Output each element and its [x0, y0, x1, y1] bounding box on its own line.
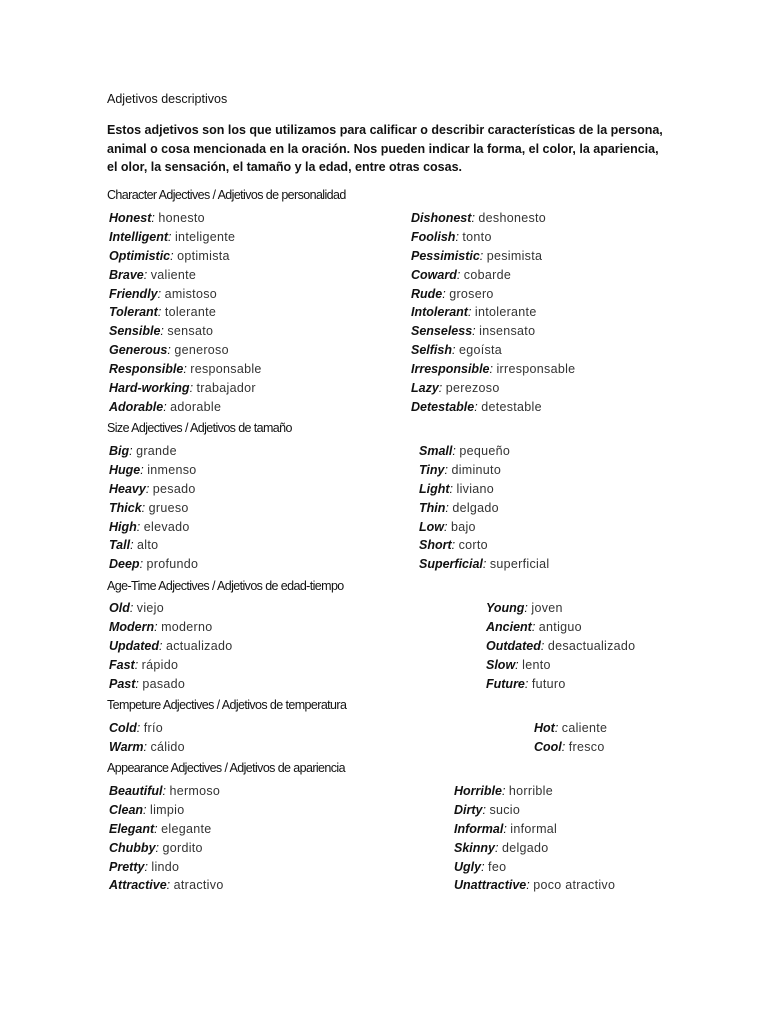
spanish-translation: fresco — [568, 739, 605, 754]
adjective-row — [411, 341, 575, 360]
separator: : — [479, 248, 487, 263]
adjective-row — [454, 820, 615, 839]
separator: : — [155, 840, 163, 855]
separator: : — [140, 462, 148, 477]
separator: : — [444, 462, 452, 477]
adjective-row — [534, 719, 607, 738]
english-adjective: Informal — [454, 821, 504, 836]
spanish-translation: pesado — [152, 481, 196, 496]
separator: : — [160, 324, 168, 339]
adjective-row — [454, 858, 615, 877]
adjective-row — [109, 675, 233, 694]
spanish-translation: cobarde — [463, 267, 512, 282]
spanish-translation: intolerante — [474, 305, 537, 320]
separator: : — [471, 211, 479, 225]
separator: : — [159, 638, 166, 653]
separator: : — [151, 211, 159, 225]
spanish-translation: delgado — [452, 500, 499, 515]
spanish-translation: futuro — [531, 676, 566, 691]
spanish-translation: responsable — [190, 362, 262, 377]
spanish-translation: generoso — [174, 343, 229, 358]
separator: : — [503, 821, 511, 836]
spanish-translation: frío — [143, 721, 163, 735]
right-column — [454, 782, 615, 895]
adjective-row — [109, 266, 262, 285]
english-adjective: Optimistic — [109, 248, 171, 263]
english-adjective: Horrible — [454, 784, 502, 798]
english-adjective: Modern — [109, 619, 155, 634]
spanish-translation: cálido — [150, 739, 185, 754]
spanish-translation: inmenso — [147, 462, 197, 477]
spanish-translation: irresponsable — [496, 362, 576, 377]
spanish-translation: lindo — [151, 859, 180, 874]
spanish-translation: atractivo — [173, 878, 224, 893]
adjective-row — [486, 618, 635, 637]
english-adjective: Heavy — [109, 481, 146, 496]
separator: : — [501, 784, 509, 798]
english-adjective: Old — [109, 601, 130, 615]
english-adjective: Chubby — [109, 840, 156, 855]
spanish-translation: profundo — [146, 557, 199, 572]
english-adjective: Hard-working — [109, 381, 190, 396]
right-column — [534, 719, 607, 757]
spanish-translation: grueso — [148, 500, 189, 515]
spanish-translation: feo — [488, 859, 507, 874]
separator: : — [524, 601, 532, 615]
adjective-row — [419, 518, 549, 537]
separator: : — [442, 286, 450, 301]
english-adjective: Attractive — [109, 878, 167, 893]
separator: : — [489, 362, 497, 377]
adjective-row — [454, 839, 615, 858]
adjective-row — [109, 820, 224, 839]
separator: : — [515, 657, 523, 672]
english-adjective: Thin — [419, 500, 446, 515]
english-adjective: Honest — [109, 211, 152, 225]
adjective-row — [411, 266, 575, 285]
separator: : — [456, 267, 464, 282]
separator: : — [143, 267, 151, 282]
adjective-row — [109, 555, 198, 574]
english-adjective: Pretty — [109, 859, 145, 874]
english-adjective: High — [109, 519, 137, 534]
english-adjective: Lazy — [411, 381, 439, 396]
adjective-row — [109, 461, 198, 480]
spanish-translation: sucio — [489, 802, 521, 817]
adjective-row — [411, 379, 575, 398]
separator: : — [189, 381, 197, 396]
spanish-translation: pasado — [142, 676, 186, 691]
separator: : — [474, 399, 482, 414]
english-adjective: Future — [486, 676, 525, 691]
adjective-row — [419, 480, 549, 499]
spanish-translation: rápido — [141, 657, 179, 672]
right-column — [411, 209, 575, 417]
english-adjective: Adorable — [109, 399, 164, 414]
spanish-translation: adorable — [170, 399, 222, 414]
spanish-translation: horrible — [508, 784, 553, 798]
english-adjective: Brave — [109, 267, 144, 282]
separator: : — [143, 802, 150, 817]
spanish-translation: inteligente — [174, 229, 236, 244]
spanish-translation: liviano — [456, 481, 495, 496]
separator: : — [452, 343, 459, 358]
adjective-row — [109, 322, 262, 341]
spanish-translation: trabajador — [196, 381, 256, 396]
adjective-row — [454, 876, 615, 895]
english-adjective: Pessimistic — [411, 248, 480, 263]
spanish-translation: corto — [458, 538, 488, 553]
adjective-row — [109, 303, 262, 322]
adjective-row — [109, 738, 185, 757]
spanish-translation: caliente — [561, 721, 608, 735]
separator: : — [157, 305, 165, 320]
english-adjective: Ancient — [486, 619, 532, 634]
english-adjective: Unattractive — [454, 878, 527, 893]
adjective-row — [411, 303, 575, 322]
spanish-translation: limpio — [150, 802, 185, 817]
separator: : — [482, 802, 490, 817]
section-heading: Appearance Adjectives / Adjetivos de apariencia — [107, 761, 345, 775]
english-adjective: Thick — [109, 500, 142, 515]
separator: : — [449, 481, 457, 496]
english-adjective: Elegant — [109, 821, 155, 836]
english-adjective: Clean — [109, 802, 144, 817]
spanish-translation: sensato — [167, 324, 214, 339]
spanish-translation: superficial — [489, 557, 550, 572]
english-adjective: Coward — [411, 267, 457, 282]
separator: : — [531, 619, 539, 634]
spanish-translation: gordito — [162, 840, 203, 855]
spanish-translation: antiguo — [538, 619, 582, 634]
separator: : — [163, 399, 171, 414]
english-adjective: Slow — [486, 657, 516, 672]
section-heading: Age-Time Adjectives / Adjetivos de edad-tiempo — [107, 579, 344, 593]
spanish-translation: grosero — [449, 286, 494, 301]
separator: : — [554, 721, 562, 735]
adjective-row — [454, 801, 615, 820]
separator: : — [144, 859, 152, 874]
spanish-translation: elevado — [143, 519, 190, 534]
english-adjective: Short — [419, 538, 452, 553]
english-adjective: Intelligent — [109, 229, 169, 244]
separator: : — [472, 324, 480, 339]
english-adjective: Deep — [109, 557, 140, 572]
adjective-row — [486, 656, 635, 675]
english-adjective: Cold — [109, 721, 137, 735]
left-column — [109, 442, 198, 574]
adjective-row — [419, 442, 549, 461]
left-column — [109, 599, 233, 693]
adjective-row — [109, 618, 233, 637]
separator: : — [136, 721, 144, 735]
adjective-row — [109, 442, 198, 461]
separator: : — [135, 676, 143, 691]
separator: : — [444, 519, 451, 534]
english-adjective: Generous — [109, 343, 168, 358]
adjective-row — [109, 637, 233, 656]
spanish-translation: detestable — [481, 399, 542, 414]
spanish-translation: poco atractivo — [533, 878, 616, 893]
spanish-translation: deshonesto — [478, 211, 547, 225]
adjective-row — [411, 398, 575, 417]
english-adjective: Small — [419, 444, 453, 458]
english-adjective: Irresponsible — [411, 362, 490, 377]
english-adjective: Young — [486, 601, 525, 615]
spanish-translation: insensato — [479, 324, 536, 339]
separator: : — [162, 784, 170, 798]
spanish-translation: diminuto — [451, 462, 502, 477]
adjective-row — [109, 801, 224, 820]
separator: : — [452, 444, 460, 458]
spanish-translation: optimista — [177, 248, 230, 263]
separator: : — [143, 739, 151, 754]
adjective-row — [109, 247, 262, 266]
adjective-row — [411, 285, 575, 304]
english-adjective: Senseless — [411, 324, 473, 339]
separator: : — [129, 444, 137, 458]
separator: : — [540, 638, 548, 653]
section-heading: Size Adjectives / Adjetivos de tamaño — [107, 421, 292, 435]
english-adjective: Tall — [109, 538, 131, 553]
adjective-row — [534, 738, 607, 757]
adjective-row — [109, 398, 262, 417]
english-adjective: Tolerant — [109, 305, 158, 320]
adjective-row — [109, 209, 262, 228]
adjective-row — [411, 228, 575, 247]
separator: : — [154, 619, 162, 634]
adjective-row — [486, 675, 635, 694]
adjective-row — [419, 555, 549, 574]
english-adjective: Low — [419, 519, 444, 534]
separator: : — [438, 381, 446, 396]
spanish-translation: bajo — [450, 519, 476, 534]
spanish-translation: hermoso — [169, 784, 221, 798]
intro-paragraph: Estos adjetivos son los que utilizamos para calificar o describir características de la persona, animal o cosa mencionada en la oración. Nos pueden indicar la forma, el color, la apariencia, el olor, la sensación, el tamaño y la edad, entre otras cosas. — [107, 123, 663, 175]
spanish-translation: pesimista — [486, 248, 543, 263]
adjective-row — [109, 719, 185, 738]
adjective-row — [411, 322, 575, 341]
separator: : — [141, 500, 149, 515]
english-adjective: Dishonest — [411, 211, 472, 225]
adjective-row — [109, 480, 198, 499]
separator: : — [170, 248, 178, 263]
english-adjective: Superficial — [419, 557, 483, 572]
separator: : — [455, 229, 463, 244]
separator: : — [136, 519, 144, 534]
english-adjective: Skinny — [454, 840, 495, 855]
spanish-translation: egoísta — [458, 343, 503, 358]
english-adjective: Cool — [534, 739, 562, 754]
separator: : — [451, 538, 459, 553]
separator: : — [130, 538, 138, 553]
english-adjective: Warm — [109, 739, 144, 754]
separator: : — [183, 362, 191, 377]
spanish-translation: elegante — [161, 821, 212, 836]
adjective-row — [109, 285, 262, 304]
separator: : — [139, 557, 147, 572]
english-adjective: Fast — [109, 657, 135, 672]
spanish-translation: joven — [531, 601, 563, 615]
spanish-translation: grande — [136, 444, 177, 458]
adjective-row — [109, 656, 233, 675]
separator: : — [166, 878, 174, 893]
spanish-translation: delgado — [501, 840, 549, 855]
english-adjective: Beautiful — [109, 784, 163, 798]
adjective-row — [109, 228, 262, 247]
spanish-translation: moderno — [161, 619, 213, 634]
adjective-row — [109, 379, 262, 398]
separator: : — [526, 878, 534, 893]
right-column — [419, 442, 549, 574]
english-adjective: Light — [419, 481, 450, 496]
english-adjective: Hot — [534, 721, 555, 735]
spanish-translation: alto — [137, 538, 159, 553]
english-adjective: Past — [109, 676, 136, 691]
adjective-row — [109, 876, 224, 895]
left-column — [109, 209, 262, 417]
adjective-row — [109, 839, 224, 858]
left-column — [109, 782, 224, 895]
adjective-row — [109, 499, 198, 518]
spanish-translation: tolerante — [164, 305, 217, 320]
spanish-translation: tonto — [462, 229, 492, 244]
spanish-translation: viejo — [136, 601, 165, 615]
section-heading: Character Adjectives / Adjetivos de personalidad — [107, 188, 346, 202]
left-column — [109, 719, 185, 757]
adjective-row — [419, 461, 549, 480]
spanish-translation: actualizado — [165, 638, 233, 653]
separator: : — [168, 229, 175, 244]
spanish-translation: amistoso — [164, 286, 217, 301]
english-adjective: Sensible — [109, 324, 161, 339]
english-adjective: Ugly — [454, 859, 482, 874]
english-adjective: Updated — [109, 638, 159, 653]
adjective-row — [419, 536, 549, 555]
separator: : — [157, 286, 165, 301]
spanish-translation: desactualizado — [547, 638, 636, 653]
separator: : — [524, 676, 532, 691]
separator: : — [445, 500, 453, 515]
english-adjective: Tiny — [419, 462, 445, 477]
adjective-row — [486, 599, 635, 618]
english-adjective: Big — [109, 444, 130, 458]
english-adjective: Detestable — [411, 399, 475, 414]
adjective-row — [109, 858, 224, 877]
separator: : — [481, 859, 489, 874]
english-adjective: Intolerant — [411, 305, 468, 320]
adjective-row — [486, 637, 635, 656]
section-heading: Tempeture Adjectives / Adjetivos de temperatura — [107, 698, 347, 712]
separator: : — [495, 840, 502, 855]
separator: : — [134, 657, 142, 672]
english-adjective: Dirty — [454, 802, 483, 817]
spanish-translation: honesto — [158, 211, 205, 225]
spanish-translation: lento — [522, 657, 551, 672]
english-adjective: Friendly — [109, 286, 158, 301]
adjective-row — [411, 247, 575, 266]
adjective-row — [109, 782, 224, 801]
english-adjective: Rude — [411, 286, 443, 301]
english-adjective: Responsible — [109, 362, 184, 377]
separator: : — [167, 343, 175, 358]
english-adjective: Outdated — [486, 638, 541, 653]
spanish-translation: pequeño — [459, 444, 511, 458]
separator: : — [467, 305, 475, 320]
adjective-row — [109, 341, 262, 360]
spanish-translation: valiente — [150, 267, 197, 282]
english-adjective: Selfish — [411, 343, 452, 358]
spanish-translation: informal — [510, 821, 558, 836]
adjective-row — [419, 499, 549, 518]
adjective-row — [411, 209, 575, 228]
separator: : — [482, 557, 490, 572]
adjective-row — [109, 536, 198, 555]
right-column — [486, 599, 635, 693]
adjective-row — [454, 782, 615, 801]
document-title: Adjetivos descriptivos — [107, 92, 228, 106]
separator: : — [154, 821, 162, 836]
separator: : — [145, 481, 153, 496]
spanish-translation: perezoso — [445, 381, 500, 396]
adjective-row — [109, 360, 262, 379]
adjective-row — [411, 360, 575, 379]
adjective-row — [109, 518, 198, 537]
separator: : — [129, 601, 137, 615]
separator: : — [561, 739, 569, 754]
adjective-row — [109, 599, 233, 618]
english-adjective: Huge — [109, 462, 141, 477]
english-adjective: Foolish — [411, 229, 456, 244]
